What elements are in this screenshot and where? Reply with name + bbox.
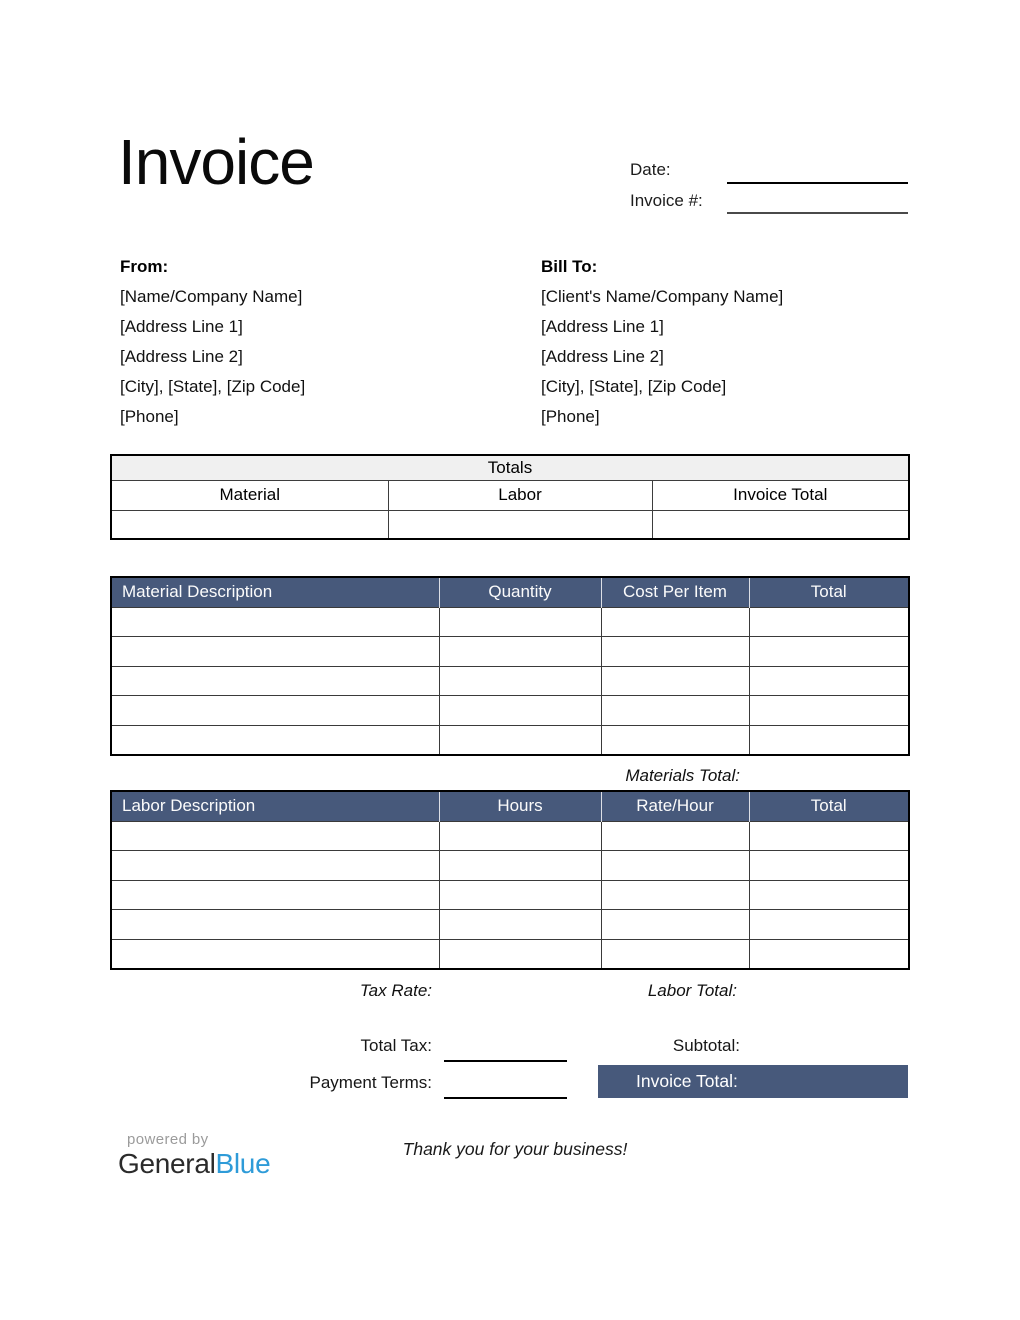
- material-cost-cell[interactable]: [601, 696, 749, 726]
- labor-description-cell[interactable]: [111, 910, 439, 940]
- material-description-cell[interactable]: [111, 607, 439, 637]
- labor-total-cell[interactable]: [749, 821, 909, 851]
- brand-general-text: General: [118, 1148, 216, 1179]
- totals-title: Totals: [111, 455, 909, 480]
- material-total-cell[interactable]: [749, 607, 909, 637]
- material-cost-cell[interactable]: [601, 607, 749, 637]
- material-quantity-cell[interactable]: [439, 637, 601, 667]
- materials-table-row: [111, 607, 909, 637]
- totals-labor-value-cell[interactable]: [388, 510, 652, 539]
- bill-to-address2-line: [Address Line 2]: [541, 347, 664, 366]
- tax-rate-label: Tax Rate:: [359, 981, 432, 1000]
- from-section: [120, 252, 305, 432]
- totals-summary-table: [110, 454, 910, 540]
- material-description-cell[interactable]: [111, 725, 439, 755]
- payment-terms-field[interactable]: [444, 1077, 567, 1099]
- labor-description-cell[interactable]: [111, 939, 439, 969]
- materials-table-row: [111, 696, 909, 726]
- material-cost-cell[interactable]: [601, 666, 749, 696]
- material-total-cell[interactable]: [749, 666, 909, 696]
- invoice-total-label: Invoice Total:: [636, 1071, 738, 1091]
- from-name-line: [Name/Company Name]: [120, 287, 303, 306]
- totals-material-value-cell[interactable]: [111, 510, 388, 539]
- from-address2-line: [Address Line 2]: [120, 347, 243, 366]
- from-city-line: [City], [State], [Zip Code]: [120, 377, 306, 396]
- materials-total-label: Materials Total:: [625, 766, 740, 785]
- bill-to-phone-line: [Phone]: [541, 407, 600, 426]
- invoice-number-label: Invoice #:: [630, 191, 703, 210]
- labor-table-row: [111, 880, 909, 910]
- invoice-number-field[interactable]: [727, 192, 908, 214]
- materials-table-row: [111, 637, 909, 667]
- page-title: Invoice: [118, 126, 314, 198]
- labor-total-cell[interactable]: [749, 939, 909, 969]
- bill-to-name-line: [Client's Name/Company Name]: [541, 287, 784, 306]
- labor-total-cell[interactable]: [749, 880, 909, 910]
- labor-rate-cell[interactable]: [601, 851, 749, 881]
- materials-table: [110, 576, 910, 756]
- labor-hours-cell[interactable]: [439, 939, 601, 969]
- labor-total-cell[interactable]: [749, 910, 909, 940]
- labor-hours-cell[interactable]: [439, 910, 601, 940]
- labor-rate-cell[interactable]: [601, 821, 749, 851]
- totals-col-invoice-total: Invoice Total: [652, 480, 909, 510]
- material-cost-cell[interactable]: [601, 637, 749, 667]
- material-quantity-cell[interactable]: [439, 696, 601, 726]
- from-address1-line: [Address Line 1]: [120, 317, 243, 336]
- labor-hours-cell[interactable]: [439, 880, 601, 910]
- from-label: From:: [120, 257, 169, 276]
- general-blue-logo: [118, 1148, 270, 1180]
- date-field[interactable]: [727, 162, 908, 184]
- total-tax-label: Total Tax:: [360, 1036, 432, 1055]
- bill-to-address1-line: [Address Line 1]: [541, 317, 664, 336]
- material-total-cell[interactable]: [749, 637, 909, 667]
- labor-table-row: [111, 851, 909, 881]
- material-quantity-cell[interactable]: [439, 607, 601, 637]
- materials-col-description: Material Description: [111, 577, 439, 607]
- labor-rate-cell[interactable]: [601, 910, 749, 940]
- total-tax-field[interactable]: [444, 1040, 567, 1062]
- materials-col-cost-per-item: Cost Per Item: [601, 577, 749, 607]
- totals-col-material: Material: [111, 480, 388, 510]
- labor-table: [110, 790, 910, 970]
- labor-col-total: Total: [749, 791, 909, 821]
- labor-description-cell[interactable]: [111, 851, 439, 881]
- date-label: Date:: [630, 160, 671, 179]
- labor-col-description: Labor Description: [111, 791, 439, 821]
- materials-table-row: [111, 666, 909, 696]
- totals-col-labor: Labor: [388, 480, 652, 510]
- powered-by-text: powered by: [127, 1131, 209, 1148]
- materials-col-total: Total: [749, 577, 909, 607]
- labor-rate-cell[interactable]: [601, 880, 749, 910]
- labor-header-row: [111, 791, 909, 821]
- invoice-total-bar: [598, 1065, 908, 1098]
- totals-invoice-total-value-cell[interactable]: [652, 510, 909, 539]
- labor-total-label: Labor Total:: [647, 981, 737, 1000]
- material-quantity-cell[interactable]: [439, 725, 601, 755]
- bill-to-city-line: [City], [State], [Zip Code]: [541, 377, 727, 396]
- labor-table-row: [111, 910, 909, 940]
- labor-hours-cell[interactable]: [439, 821, 601, 851]
- labor-description-cell[interactable]: [111, 880, 439, 910]
- from-phone-line: [Phone]: [120, 407, 179, 426]
- labor-total-cell[interactable]: [749, 851, 909, 881]
- labor-col-rate-hour: Rate/Hour: [601, 791, 749, 821]
- material-total-cell[interactable]: [749, 725, 909, 755]
- materials-table-row: [111, 725, 909, 755]
- bill-to-section: [541, 252, 783, 432]
- material-cost-cell[interactable]: [601, 725, 749, 755]
- labor-description-cell[interactable]: [111, 821, 439, 851]
- labor-col-hours: Hours: [439, 791, 601, 821]
- materials-col-quantity: Quantity: [439, 577, 601, 607]
- material-quantity-cell[interactable]: [439, 666, 601, 696]
- subtotal-label: Subtotal:: [672, 1036, 740, 1055]
- material-total-cell[interactable]: [749, 696, 909, 726]
- materials-header-row: [111, 577, 909, 607]
- brand-blue-text: Blue: [215, 1148, 271, 1179]
- labor-rate-cell[interactable]: [601, 939, 749, 969]
- material-description-cell[interactable]: [111, 666, 439, 696]
- material-description-cell[interactable]: [111, 696, 439, 726]
- labor-table-row: [111, 821, 909, 851]
- material-description-cell[interactable]: [111, 637, 439, 667]
- labor-table-row: [111, 939, 909, 969]
- bill-to-label: Bill To:: [541, 257, 598, 276]
- thank-you-text: Thank you for your business!: [402, 1139, 628, 1159]
- labor-hours-cell[interactable]: [439, 851, 601, 881]
- payment-terms-label: Payment Terms:: [309, 1073, 432, 1092]
